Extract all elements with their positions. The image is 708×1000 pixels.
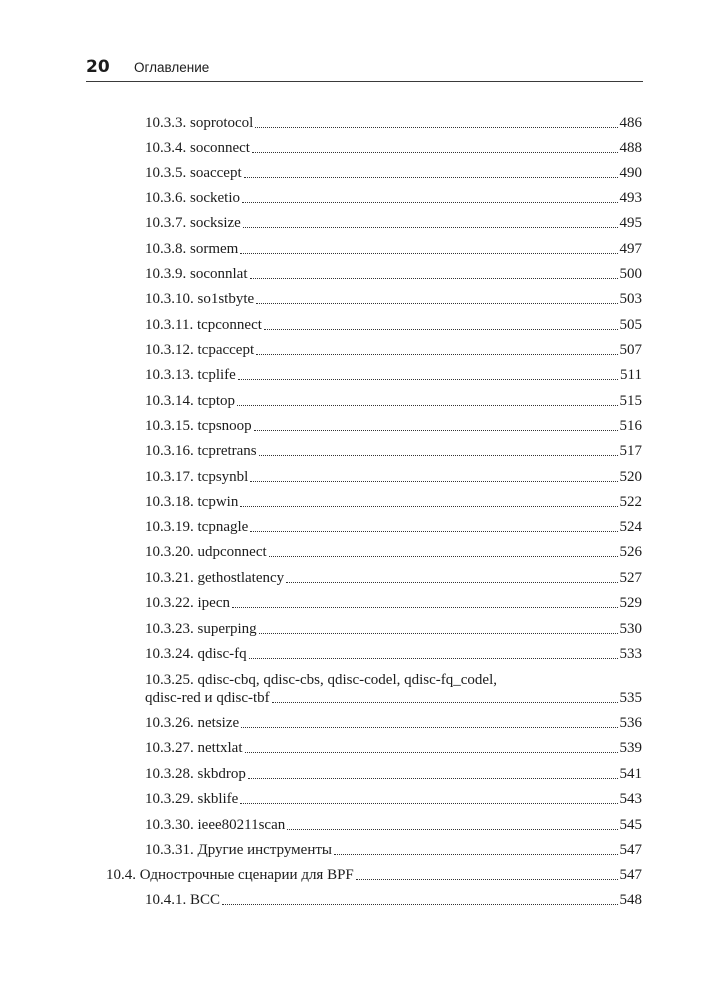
toc-entry-page: 497 (619, 241, 642, 257)
toc-entry-label: 10.3.26. netsize (145, 715, 240, 731)
toc-entry-page: 535 (619, 690, 642, 706)
dot-leader (240, 505, 617, 507)
dot-leader (334, 853, 618, 855)
toc-entry-label: 10.3.20. udpconnect (145, 544, 267, 560)
toc-entry[interactable] (145, 739, 642, 757)
toc-entry-page: 545 (619, 817, 642, 833)
dot-leader (256, 302, 617, 304)
dot-leader (286, 581, 617, 583)
toc-entry[interactable] (145, 594, 642, 612)
toc-entry-label: 10.3.28. skbdrop (145, 766, 246, 782)
dot-leader (240, 252, 617, 254)
toc-entry[interactable] (145, 290, 642, 308)
dot-leader (248, 777, 618, 779)
toc-entry-page: 522 (619, 494, 642, 510)
header-rule (86, 81, 643, 82)
dot-leader (250, 277, 618, 279)
dot-leader (264, 328, 618, 330)
toc-entry-page: 511 (620, 367, 642, 383)
toc-entry-label: 10.3.22. ipecn (145, 595, 230, 611)
dot-leader (269, 555, 618, 557)
toc-entry[interactable] (145, 341, 642, 359)
toc-entry[interactable] (145, 189, 642, 207)
toc-entry-label: 10.3.29. skblife (145, 791, 239, 807)
toc-entry-label: 10.3.31. Другие инструменты (145, 842, 332, 858)
toc-entry-page: 524 (619, 519, 642, 535)
toc-entry-page: 533 (619, 646, 642, 662)
dot-leader (259, 454, 618, 456)
toc-entry-page: 507 (619, 342, 642, 358)
toc-entry-page: 543 (619, 791, 642, 807)
toc-entry-page: 529 (619, 595, 642, 611)
toc-entry-page: 488 (619, 140, 642, 156)
toc-entry-label: 10.3.11. tcpconnect (145, 317, 262, 333)
toc-entry[interactable] (145, 714, 642, 732)
toc-entry-label: 10.3.4. soconnect (145, 140, 250, 156)
toc-entry-label: 10.3.24. qdisc-fq (145, 646, 247, 662)
dot-leader (245, 751, 618, 753)
toc-entry-page: 517 (619, 443, 642, 459)
toc-entry-label: 10.3.12. tcpaccept (145, 342, 255, 358)
toc-entry-page: 527 (619, 570, 642, 586)
toc-entry-label: 10.4. Однострочные сценарии для BPF (106, 867, 354, 883)
running-title: Оглавление (134, 60, 210, 75)
toc-entry-page: 539 (619, 740, 642, 756)
dot-leader (240, 802, 617, 804)
toc-entry-page: 547 (619, 842, 642, 858)
toc-entry-label: 10.3.8. sormem (145, 241, 239, 257)
toc-entry-label: 10.3.7. socksize (145, 215, 241, 231)
toc-entry[interactable] (145, 240, 642, 258)
dot-leader (250, 530, 617, 532)
toc-entry-page: 530 (619, 621, 642, 637)
toc-entry[interactable] (145, 214, 642, 232)
toc-entry-page: 495 (619, 215, 642, 231)
toc-entry[interactable] (145, 790, 642, 808)
toc-entry-label: 10.3.16. tcpretrans (145, 443, 257, 459)
dot-leader (259, 632, 618, 634)
dot-leader (232, 606, 618, 608)
toc-entry[interactable] (145, 417, 642, 435)
toc-entry-label: 10.3.13. tcplife (145, 367, 236, 383)
toc-entry[interactable] (145, 468, 642, 486)
toc-entry-label: 10.3.17. tcpsynbl (145, 469, 249, 485)
dot-leader (356, 878, 618, 880)
toc-entry-label: 10.3.23. superping (145, 621, 257, 637)
toc-entry-page: 520 (619, 469, 642, 485)
toc-entry-page: 547 (619, 867, 642, 883)
toc-entry-label-continued: qdisc-red и qdisc-tbf (145, 690, 270, 706)
toc-entry-page: 490 (619, 165, 642, 181)
toc-entry[interactable] (145, 366, 642, 384)
toc-entry[interactable] (145, 442, 642, 460)
toc-entry-label: 10.3.30. ieee80211scan (145, 817, 286, 833)
dot-leader (250, 480, 617, 482)
toc-entry[interactable] (145, 164, 642, 182)
toc-entry-page: 503 (619, 291, 642, 307)
toc-entry[interactable] (145, 114, 642, 132)
dot-leader (255, 126, 617, 128)
dot-leader (254, 429, 618, 431)
toc-entry-page: 500 (619, 266, 642, 282)
toc-entry[interactable] (145, 645, 642, 663)
toc-entry-label: 10.3.14. tcptop (145, 393, 235, 409)
toc-entry[interactable] (145, 316, 642, 334)
dot-leader (238, 378, 618, 380)
dot-leader (249, 657, 618, 659)
toc-entry-label: 10.3.9. soconnlat (145, 266, 248, 282)
toc-entry-page: 526 (619, 544, 642, 560)
toc-entry[interactable] (145, 671, 642, 707)
toc-entry-page: 536 (619, 715, 642, 731)
toc-entry-page: 486 (619, 115, 642, 131)
toc-entry[interactable] (145, 543, 642, 561)
running-header (86, 56, 643, 84)
dot-leader (243, 226, 618, 228)
dot-leader (222, 903, 617, 905)
toc-entry-label: 10.3.25. qdisc-cbq, qdisc-cbs, qdisc-codel, qdisc-fq_codel, (145, 672, 497, 688)
dot-leader (256, 353, 617, 355)
toc-entry-label: 10.4.1. BCC (145, 892, 221, 908)
toc-entry-page: 541 (619, 766, 642, 782)
toc-entry-label: 10.3.21. gethostlatency (145, 570, 285, 586)
dot-leader (241, 726, 617, 728)
toc-entry[interactable] (145, 569, 642, 587)
toc-entry[interactable] (145, 891, 642, 909)
toc-entry-label: 10.3.19. tcpnagle (145, 519, 249, 535)
toc-entry[interactable] (145, 620, 642, 638)
dot-leader (287, 828, 617, 830)
toc-entry[interactable] (145, 139, 642, 157)
toc-entry-page: 515 (619, 393, 642, 409)
toc-entry-label: 10.3.27. nettxlat (145, 740, 243, 756)
toc-entry-page: 516 (619, 418, 642, 434)
toc-entry-page: 493 (619, 190, 642, 206)
dot-leader (242, 201, 618, 203)
dot-leader (244, 176, 618, 178)
toc-entry[interactable] (145, 392, 642, 410)
page-number: 20 (86, 57, 110, 77)
dot-leader (237, 404, 618, 406)
toc-entry-label: 10.3.3. soprotocol (145, 115, 254, 131)
toc-entry-label: 10.3.5. soaccept (145, 165, 242, 181)
toc-entry-page: 505 (619, 317, 642, 333)
toc-entry[interactable] (145, 765, 642, 783)
toc-entry-page: 548 (619, 892, 642, 908)
toc-entry[interactable] (145, 518, 642, 536)
toc-entry[interactable] (145, 816, 642, 834)
dot-leader (252, 151, 618, 153)
toc-entry-label: 10.3.6. socketio (145, 190, 240, 206)
toc-entry-label: 10.3.15. tcpsnoop (145, 418, 252, 434)
toc-entry-label: 10.3.18. tcpwin (145, 494, 239, 510)
toc-entry[interactable] (145, 493, 642, 511)
toc-entry[interactable] (145, 841, 642, 859)
toc-entry[interactable] (145, 265, 642, 283)
toc-entry-label: 10.3.10. so1stbyte (145, 291, 255, 307)
dot-leader (272, 701, 618, 703)
toc-entry[interactable] (106, 866, 642, 884)
